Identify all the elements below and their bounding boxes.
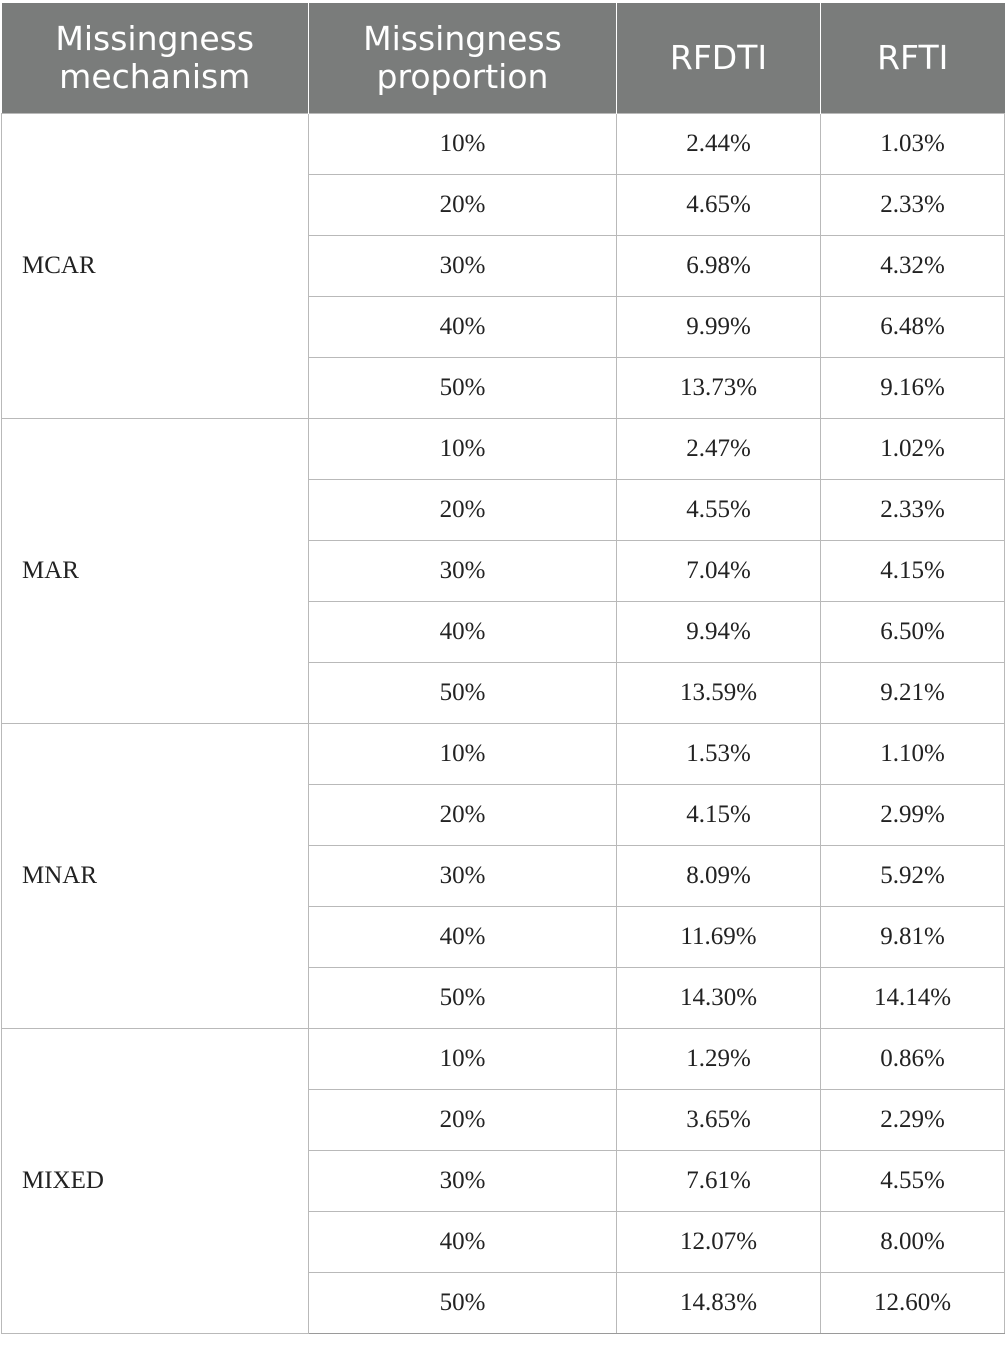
proportion-cell: 20% [309,1090,617,1151]
header-rfti: RFTI [821,3,1005,114]
rfdti-cell: 4.15% [617,785,821,846]
rfdti-cell: 11.69% [617,907,821,968]
rfti-cell: 2.33% [821,480,1005,541]
rfti-cell: 1.10% [821,724,1005,785]
header-missingness-proportion: Missingness proportion [309,3,617,114]
rfdti-cell: 13.73% [617,358,821,419]
rfdti-cell: 4.55% [617,480,821,541]
table-row [2,114,1005,175]
mechanism-cell: MAR [2,419,309,724]
proportion-cell: 40% [309,1212,617,1273]
proportion-cell: 40% [309,297,617,358]
rfdti-cell: 2.44% [617,114,821,175]
rfti-cell: 4.55% [821,1151,1005,1212]
table-row [2,1029,1005,1090]
proportion-cell: 50% [309,663,617,724]
rfdti-cell: 8.09% [617,846,821,907]
table-body [2,114,1005,1334]
rfti-cell: 1.02% [821,419,1005,480]
mechanism-cell: MIXED [2,1029,309,1334]
rfdti-cell: 12.07% [617,1212,821,1273]
proportion-cell: 50% [309,358,617,419]
results-table [1,3,1005,1334]
rfti-cell: 9.21% [821,663,1005,724]
proportion-cell: 20% [309,480,617,541]
proportion-cell: 50% [309,968,617,1029]
rfti-cell: 0.86% [821,1029,1005,1090]
rfti-cell: 8.00% [821,1212,1005,1273]
proportion-cell: 30% [309,846,617,907]
rfti-cell: 12.60% [821,1273,1005,1334]
rfti-cell: 6.48% [821,297,1005,358]
rfti-cell: 9.81% [821,907,1005,968]
rfti-cell: 9.16% [821,358,1005,419]
rfdti-cell: 3.65% [617,1090,821,1151]
rfti-cell: 2.99% [821,785,1005,846]
header-rfdti: RFDTI [617,3,821,114]
proportion-cell: 40% [309,907,617,968]
mechanism-cell: MCAR [2,114,309,419]
table-header [2,3,1005,114]
rfdti-cell: 1.53% [617,724,821,785]
table-row [2,724,1005,785]
rfti-cell: 14.14% [821,968,1005,1029]
table-row [2,419,1005,480]
proportion-cell: 10% [309,1029,617,1090]
proportion-cell: 40% [309,602,617,663]
proportion-cell: 50% [309,1273,617,1334]
mechanism-cell: MNAR [2,724,309,1029]
rfdti-cell: 13.59% [617,663,821,724]
rfdti-cell: 9.99% [617,297,821,358]
proportion-cell: 10% [309,419,617,480]
rfti-cell: 4.15% [821,541,1005,602]
rfti-cell: 2.33% [821,175,1005,236]
header-row [2,3,1005,114]
rfdti-cell: 14.83% [617,1273,821,1334]
proportion-cell: 10% [309,114,617,175]
rfdti-cell: 4.65% [617,175,821,236]
header-missingness-mechanism: Missingness mechanism [2,3,309,114]
rfdti-cell: 9.94% [617,602,821,663]
rfdti-cell: 7.04% [617,541,821,602]
proportion-cell: 10% [309,724,617,785]
rfdti-cell: 6.98% [617,236,821,297]
proportion-cell: 30% [309,541,617,602]
proportion-cell: 30% [309,1151,617,1212]
rfti-cell: 6.50% [821,602,1005,663]
rfdti-cell: 1.29% [617,1029,821,1090]
rfdti-cell: 2.47% [617,419,821,480]
proportion-cell: 30% [309,236,617,297]
rfdti-cell: 7.61% [617,1151,821,1212]
rfti-cell: 5.92% [821,846,1005,907]
rfti-cell: 2.29% [821,1090,1005,1151]
rfti-cell: 1.03% [821,114,1005,175]
proportion-cell: 20% [309,785,617,846]
proportion-cell: 20% [309,175,617,236]
rfdti-cell: 14.30% [617,968,821,1029]
rfti-cell: 4.32% [821,236,1005,297]
